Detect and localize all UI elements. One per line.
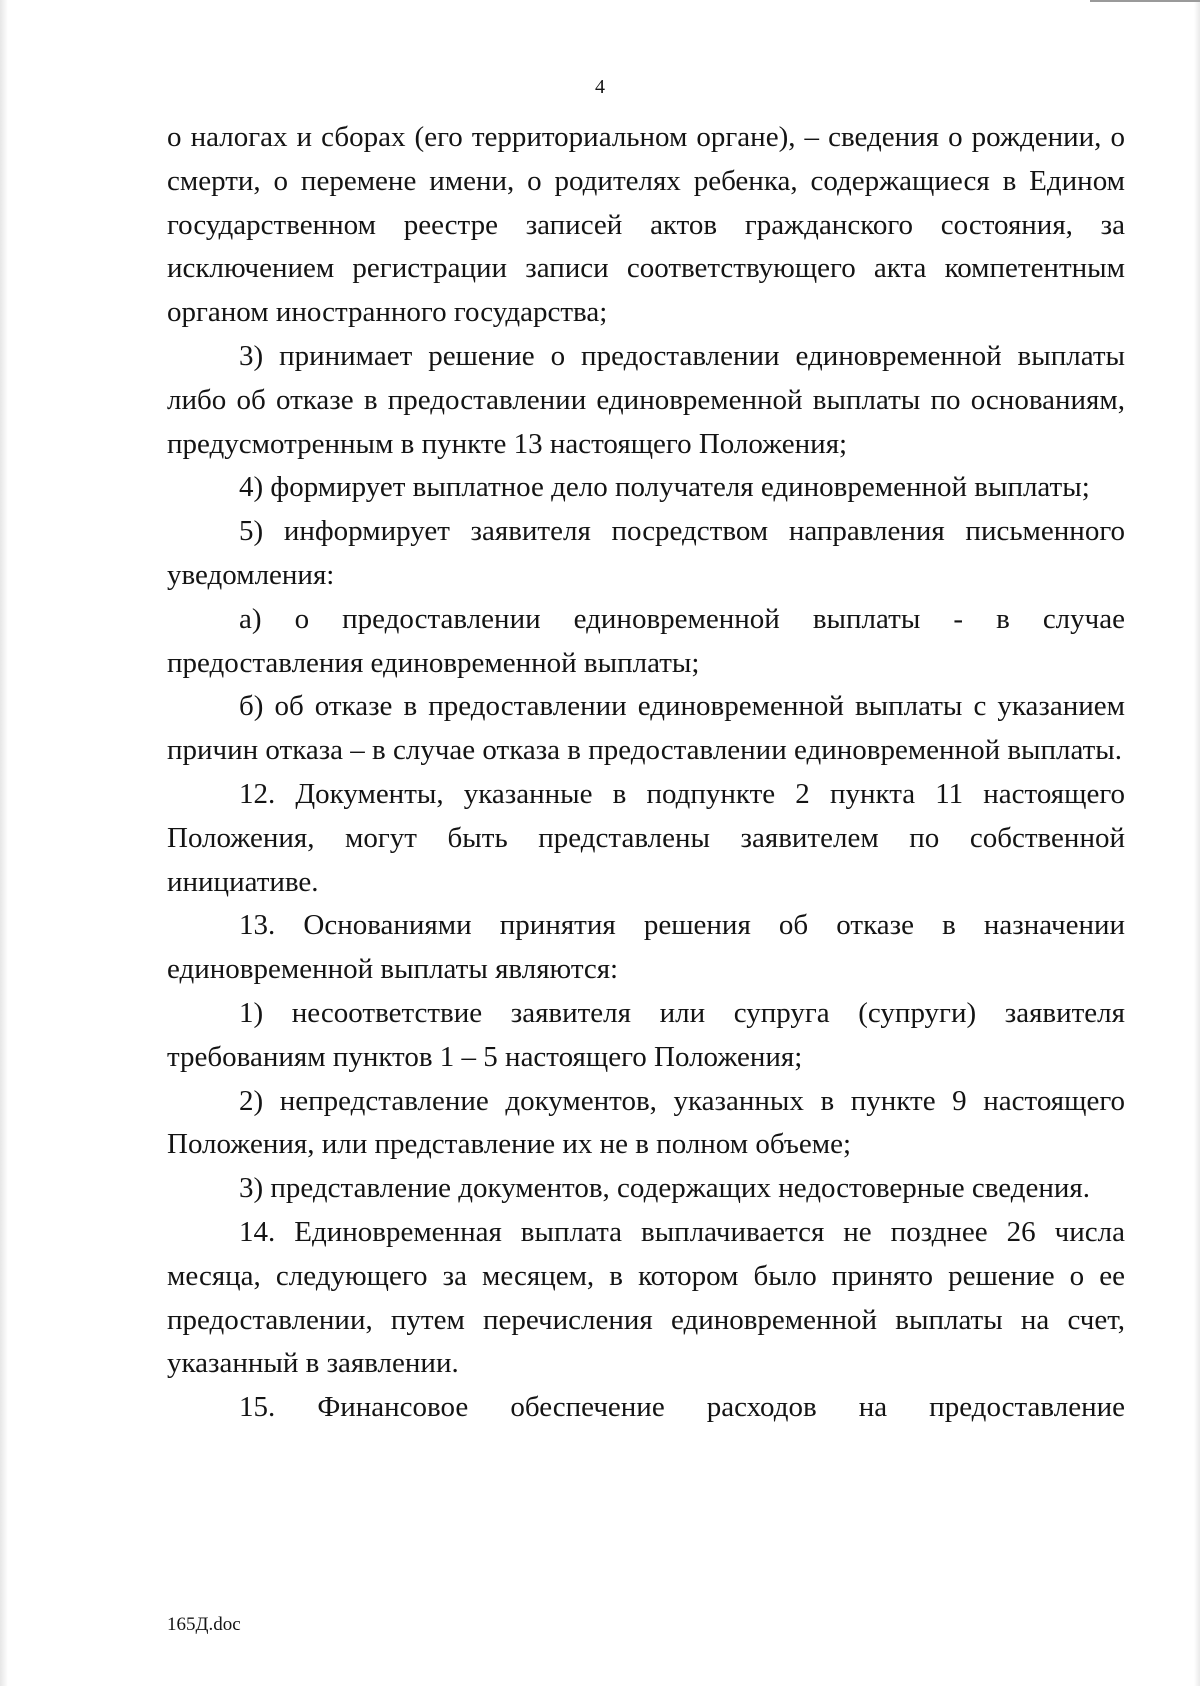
paragraph-clause-13-item-2: 2) непредставление документов, указанных в пункте 9 настоящего Положения, или представление их не в полном объеме; bbox=[167, 1084, 1125, 1161]
scan-right-edge bbox=[1194, 0, 1200, 1686]
page-number: 4 bbox=[595, 76, 605, 98]
scan-corner-mark bbox=[1090, 0, 1200, 2]
paragraph-clause-14: 14. Единовременная выплата выплачивается не позднее 26 числа месяца, следующего за месяцем, в котором было принято решение о ее предоставлении, путем перечисления единовременной выплаты на счет, указанный в заявлении. bbox=[167, 1215, 1125, 1380]
paragraph-subitem-a: а) о предоставлении единовременной выплаты - в случае предоставления единовременной выплаты; bbox=[167, 602, 1125, 679]
paragraph-continuation: о налогах и сборах (его территориальном органе), – сведения о рождении, о смерти, о перемене имени, о родителях ребенка, содержащиеся в Едином государственном реестре записей актов гражданского состояния, за исключением регистрации записи соответствующего акта компетентным органом иностранного государства; bbox=[167, 121, 1125, 329]
footer-filename: 165Д.doc bbox=[167, 1614, 241, 1635]
paragraph-clause-15: 15. Финансовое обеспечение расходов на предоставление bbox=[239, 1391, 1125, 1424]
paragraph-item-4: 4) формирует выплатное дело получателя единовременной выплаты; bbox=[239, 471, 1090, 504]
scan-left-edge bbox=[0, 0, 8, 1686]
paragraph-clause-13-item-1: 1) несоответствие заявителя или супруга (супруги) заявителя требованиям пунктов 1 – 5 настоящего Положения; bbox=[167, 996, 1125, 1073]
document-body bbox=[167, 116, 1125, 1430]
paragraph-item-5: 5) информирует заявителя посредством направления письменного уведомления: bbox=[167, 515, 1125, 591]
paragraph-item-3: 3) принимает решение о предоставлении единовременной выплаты либо об отказе в предоставлении единовременной выплаты по основаниям, предусмотренным в пункте 13 настоящего Положения; bbox=[167, 339, 1125, 460]
paragraph-clause-13: 13. Основаниями принятия решения об отказе в назначении единовременной выплаты являются: bbox=[167, 909, 1125, 986]
paragraph-clause-12: 12. Документы, указанные в подпункте 2 пункта 11 настоящего Положения, могут быть представлены заявителем по собственной инициативе. bbox=[167, 777, 1125, 898]
paragraph-subitem-b: б) об отказе в предоставлении единовременной выплаты с указанием причин отказа – в случае отказа в предоставлении единовременной выплаты. bbox=[167, 690, 1125, 767]
paragraph-clause-13-item-3: 3) представление документов, содержащих недостоверные сведения. bbox=[239, 1172, 1091, 1205]
